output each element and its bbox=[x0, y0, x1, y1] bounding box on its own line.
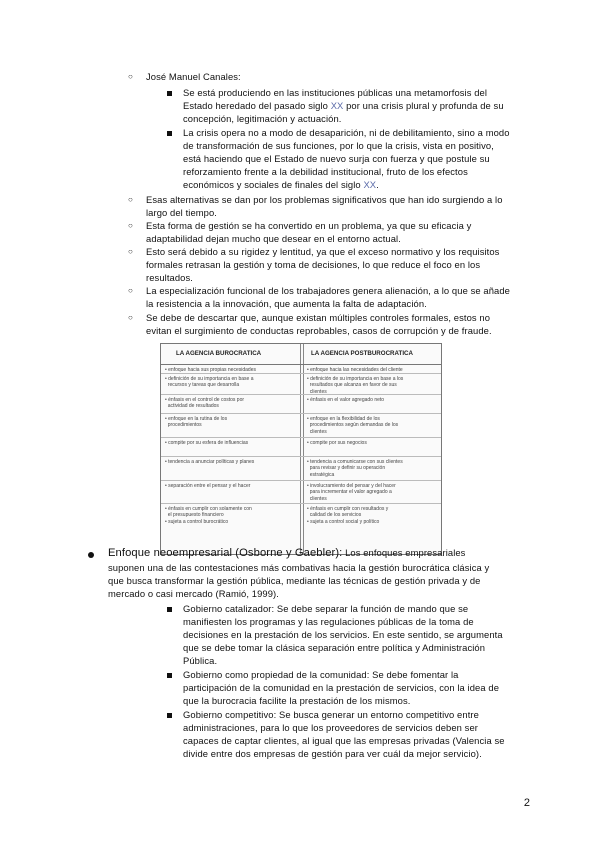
table-rule bbox=[161, 364, 441, 365]
table-cell bbox=[165, 483, 297, 489]
table-cell bbox=[307, 416, 439, 435]
table-cell-line: • sujeta a control social y político bbox=[307, 518, 380, 525]
point-line: Esto será debido a su rigidez y lentitud, ya que el exceso normativo y los requisitos bbox=[146, 246, 500, 257]
table-cell bbox=[307, 376, 439, 395]
author-point-line: Estado heredado del pasado siglo XX por una crisis plural y profunda de su bbox=[183, 100, 504, 111]
table-cell bbox=[165, 440, 297, 446]
item-line: divide entre dos empresas de gestión para ver cuál da mejor servicio). bbox=[183, 748, 482, 759]
table-cell bbox=[165, 506, 297, 525]
item-line: Gobierno catalizador: Se debe separar la función de mando que se bbox=[183, 603, 469, 614]
author-point-line: de transformación de sus funciones, por lo que la crisis, vista en positivo, bbox=[183, 140, 494, 151]
table-cell-line: recursos y tareas que desarrolla bbox=[165, 382, 240, 389]
point-line: La especialización funcional de los trabajadores genera alienación, a lo que se añade bbox=[146, 285, 510, 296]
circle-bullet: ○ bbox=[128, 247, 133, 256]
table-header: LA AGENCIA BUROCRATICA bbox=[176, 350, 262, 357]
circle-bullet: ○ bbox=[128, 221, 133, 230]
author-point-line: reforzamiento frente a la debilidad institucional, fruto de los efectos bbox=[183, 166, 468, 177]
table-cell bbox=[307, 440, 439, 446]
square-bullet bbox=[167, 673, 172, 678]
author-label: José Manuel Canales: bbox=[146, 71, 241, 82]
table-header: LA AGENCIA POSTBUROCRATICA bbox=[311, 350, 413, 357]
table-cell bbox=[165, 376, 297, 389]
table-cell bbox=[307, 459, 439, 478]
point-line: evitan el surgimiento de conductas reprobables, casos de corrupción y de fraude. bbox=[146, 325, 492, 336]
table-cell bbox=[165, 416, 297, 429]
round-bullet bbox=[88, 552, 94, 558]
table-rule bbox=[161, 437, 441, 438]
table-cell-line: • énfasis en cumplir con solamente con bbox=[165, 506, 252, 512]
author-point-line: está haciendo que el Estado de nuevo surja con fuerza y que postule su bbox=[183, 153, 490, 164]
author-point-line: concepción, legitimación y actuación. bbox=[183, 113, 342, 124]
square-bullet bbox=[167, 131, 172, 136]
circle-bullet: ○ bbox=[128, 313, 133, 322]
table-cell-line: procedimientos bbox=[165, 422, 202, 429]
point-line: Esas alternativas se dan por los problemas significativos que han ido surgiendo a lo bbox=[146, 194, 503, 205]
century-text: XX bbox=[363, 179, 377, 190]
table-rule bbox=[161, 503, 441, 504]
intro-line: mercado o casi mercado (Ramió, 1999). bbox=[108, 588, 279, 599]
table-cell bbox=[307, 506, 439, 525]
circle-bullet: ○ bbox=[128, 286, 133, 295]
item-line: manifiesten los programas y las regulaciones públicas de la toma de bbox=[183, 616, 474, 627]
table-cell-line: • compite por sus negocios bbox=[307, 440, 367, 446]
author-point-line: económicos y sociales de finales del siglo XX. bbox=[183, 179, 379, 190]
table-cell-line: • enfoque hacia sus propias necesidades bbox=[165, 367, 256, 373]
point-line: Se debe de descartar que, aunque existan múltiples controles formales, estos no bbox=[146, 312, 491, 323]
table-cell-line: procedimientos según demandas de los bbox=[307, 422, 399, 429]
table-cell-line: • enfoque en la rutina de los bbox=[165, 416, 228, 422]
item-line: que se debe tomar la clásica separación entre política y Administración bbox=[183, 642, 486, 653]
table-cell-line: • enfoque en la flexibilidad de los bbox=[307, 416, 380, 422]
item-line: decisiones en la prestación de los servicios. En este sentido, se argumenta bbox=[183, 629, 503, 640]
author-point-line: La crisis opera no a modo de desaparición, ni de debilitamiento, sino a modo bbox=[183, 127, 510, 138]
section-heading: Enfoque neoempresarial (Osborne y Gaebler): bbox=[108, 547, 343, 559]
section-heading-line: Enfoque neoempresarial (Osborne y Gaebler): Los enfoques empresariales bbox=[108, 547, 466, 559]
table-cell-line: actividad de resultados bbox=[165, 403, 219, 410]
table-rule bbox=[161, 480, 441, 481]
century-text: XX bbox=[330, 100, 344, 111]
table-cell-line: clientes bbox=[307, 495, 327, 502]
item-line: capaces de captar clientes, al igual que las empresas privadas (Valencia se bbox=[183, 735, 505, 746]
point-line: la resistencia a la innovación, que aumenta la falta de adaptación. bbox=[146, 298, 427, 309]
page-number: 2 bbox=[523, 797, 530, 809]
circle-bullet: ○ bbox=[128, 195, 133, 204]
item-line: administraciones, para lo que los proveedores de servicios deben ser bbox=[183, 722, 478, 733]
table-cell-line: calidad de los servicios bbox=[307, 512, 362, 519]
table-cell-line: • énfasis en cumplir con resultados y bbox=[307, 506, 389, 512]
table-rule bbox=[161, 456, 441, 457]
table-cell-line: • énfasis en el valor agregado neto bbox=[307, 397, 385, 403]
table-cell-line: • enfoque hacia las necesidades del cliente bbox=[307, 367, 403, 373]
table-cell-line: para revisar y definir su operación bbox=[307, 465, 386, 472]
intro-line: suponen una de las contestaciones más combativas hacia la gestión burocrática clásica y bbox=[108, 562, 490, 573]
table-cell bbox=[307, 367, 439, 373]
point-line: formales retrasan la gestión y toma de decisiones, lo que reduce el foco en los bbox=[146, 259, 481, 270]
table-cell bbox=[307, 397, 439, 403]
table-cell-line: resultados que alcanza en favor de sus bbox=[307, 382, 397, 389]
table-cell-line: el presupuesto financiero bbox=[165, 512, 224, 519]
table-cell-line: • involucramiento del pensar y del hacer bbox=[307, 483, 396, 489]
item-line: que la burocracia facilite la prestación de los mismos. bbox=[183, 695, 411, 706]
square-bullet bbox=[167, 607, 172, 612]
table-cell-line: • definición de su importancia en base a bbox=[165, 376, 254, 382]
table-cell-line: • tendencia a anunciar políticas y planes bbox=[165, 459, 255, 465]
point-line: largo del tiempo. bbox=[146, 207, 218, 218]
table-cell-line: • sujeta a control burocrático bbox=[165, 518, 229, 525]
table-rule bbox=[161, 413, 441, 414]
comparison-table bbox=[160, 343, 442, 555]
item-line: Pública. bbox=[183, 655, 218, 666]
table-cell-line: • definición de su importancia en base a los bbox=[307, 376, 404, 382]
table-cell bbox=[165, 397, 297, 410]
table-cell-line: clientes bbox=[307, 388, 327, 395]
square-bullet bbox=[167, 91, 172, 96]
circle-bullet: ○ bbox=[128, 72, 133, 81]
table-cell bbox=[307, 483, 439, 502]
point-line: adaptabilidad dejan mucho que desear en el entorno actual. bbox=[146, 233, 401, 244]
table-cell-line: clientes bbox=[307, 428, 327, 435]
item-line: Gobierno competitivo: Se busca generar un entorno competitivo entre bbox=[183, 709, 479, 720]
author-point-line: Se está produciendo en las instituciones públicas una metamorfosis del bbox=[183, 87, 488, 98]
intro-line: que busca transformar la gestión pública, mediante las técnicas de gestión privada y de bbox=[108, 575, 481, 586]
item-line: participación de la comunidad en la prestación de servicios, con la idea de bbox=[183, 682, 500, 693]
table-cell bbox=[165, 459, 297, 465]
point-line: resultados. bbox=[146, 272, 193, 283]
table-cell bbox=[165, 367, 297, 373]
table-cell-line: estratégica bbox=[307, 471, 335, 478]
square-bullet bbox=[167, 713, 172, 718]
table-cell-line: • tendencia a comunicarse con sus clientes bbox=[307, 459, 403, 465]
item-line: Gobierno como propiedad de la comunidad: Se debe fomentar la bbox=[183, 669, 459, 680]
table-cell-line: • énfasis en el control de costos por bbox=[165, 397, 245, 403]
point-line: Esta forma de gestión se ha convertido en un problema, ya que su eficacia y bbox=[146, 220, 472, 231]
table-cell-line: para incrementar el valor agregado a bbox=[307, 489, 392, 496]
table-cell-line: • compite por su esfera de influencias bbox=[165, 440, 249, 446]
table-cell-line: • separación entre el pensar y el hacer bbox=[165, 483, 251, 489]
